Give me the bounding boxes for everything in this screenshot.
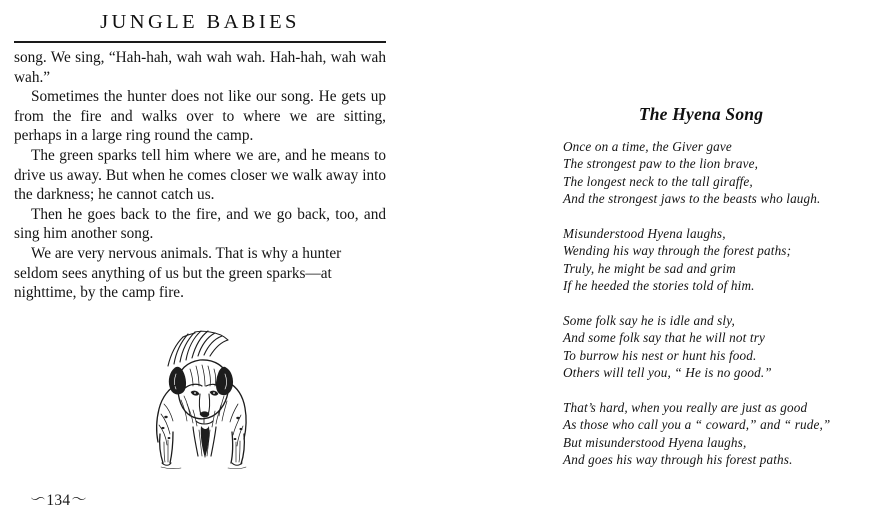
body-text — [14, 48, 386, 303]
body-paragraph: song. We sing, “Hah-hah, wah wah wah. Hah-hah, wah wah wah.” — [14, 49, 386, 86]
poem-stanza — [563, 225, 866, 295]
poem-line: If he heeded the stories told of him. — [563, 278, 755, 294]
poem-line: And some folk say that he will not try — [563, 330, 766, 346]
poem-line: But misunderstood Hyena laughs, — [563, 434, 747, 450]
folio-swash-left: 〜 — [30, 492, 46, 508]
poem-body — [563, 138, 866, 469]
poem-line: To burrow his nest or hunt his food. — [563, 347, 757, 363]
poem-line: The strongest paw to the lion brave, — [563, 156, 759, 172]
recto-column — [556, 0, 866, 531]
poem-line: Misunderstood Hyena laughs, — [563, 226, 726, 242]
poem-stanza — [563, 312, 866, 382]
poem-line: And the strongest jaws to the beasts who laugh. — [563, 191, 821, 207]
running-head: JUNGLE BABIES — [100, 11, 300, 33]
poem-line: As those who call you a “ coward,” and “ rude,” — [563, 417, 831, 433]
poem-line: That’s hard, when you really are just as good — [563, 400, 808, 416]
body-paragraph: The green sparks tell him where we are, and he means to drive us away. But when he comes closer we walk away into the darkness; he cannot catch us. — [14, 146, 386, 204]
poem-stanza — [563, 138, 866, 208]
folio-number: 134 — [46, 492, 71, 509]
header-rule — [14, 41, 386, 43]
body-paragraph: We are very nervous animals. That is why a hunter seldom sees anything of us but the green sparks—at nighttime, by the camp fire. — [14, 244, 342, 302]
poem-line: Once on a time, the Giver gave — [563, 139, 732, 154]
poem-line: The longest neck to the tall giraffe, — [563, 173, 753, 189]
poem-line: Others will tell you, “ He is no good.” — [563, 365, 772, 381]
body-paragraph: Then he goes back to the fire, and we go back, too, and sing him another song. — [14, 205, 386, 243]
poem-line: Truly, he might be sad and grim — [563, 260, 736, 276]
body-paragraph: Sometimes the hunter does not like our song. He gets up from the fire and walks over to where we are sitting, perhaps in a large ring round the camp. — [14, 88, 386, 145]
folio-swash-right: 〜 — [71, 492, 87, 508]
page-number — [30, 489, 87, 510]
poem-line: Some folk say he is idle and sly, — [563, 313, 735, 329]
poem-line: And goes his way through his forest paths. — [563, 452, 793, 468]
poem-line: Wending his way through the forest paths; — [563, 243, 792, 259]
poem-title: The Hyena Song — [638, 104, 764, 124]
poem-stanza — [563, 399, 866, 469]
hyena-illustration — [138, 322, 270, 470]
